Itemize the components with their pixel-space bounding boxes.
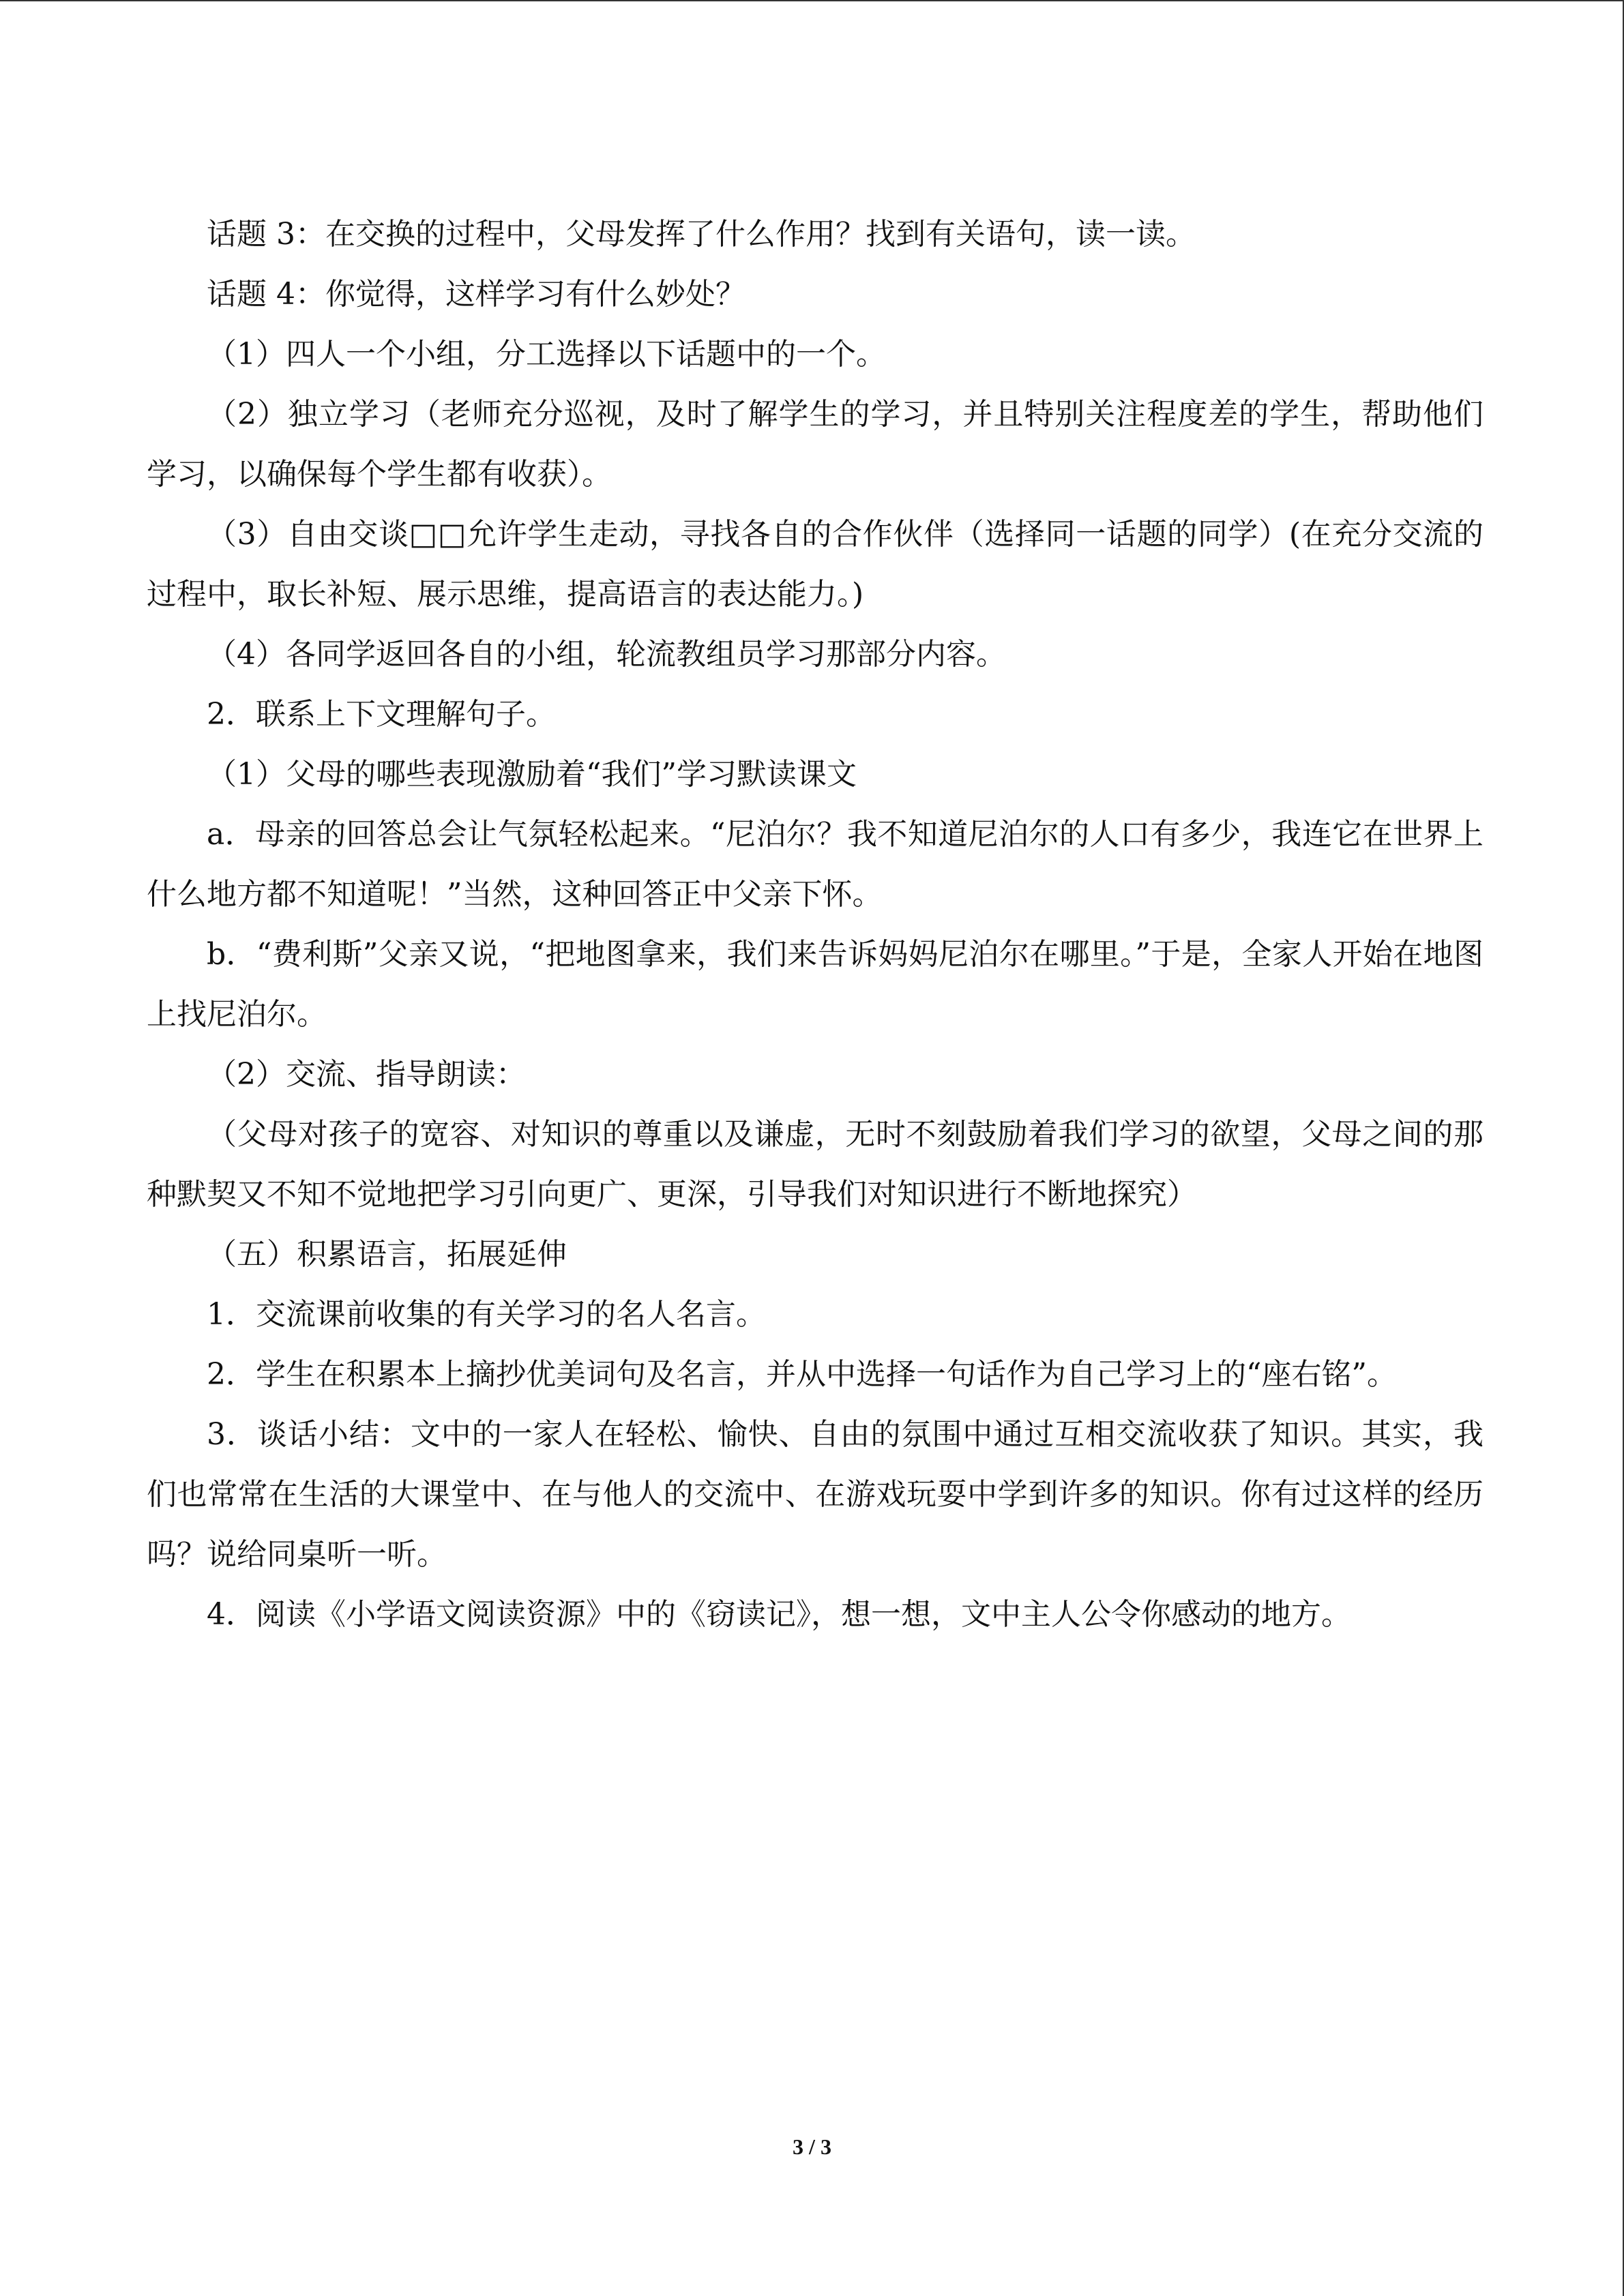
paragraph-step-1: （1）四人一个小组，分工选择以下话题中的一个。 <box>207 337 886 372</box>
page-number: 3 / 3 <box>793 2134 831 2159</box>
paragraph-topic-3: 话题 3：在交换的过程中，父母发挥了什么作用？找到有关语句，读一读。 <box>207 217 1196 252</box>
paragraph-question-2: （2）交流、指导朗读： <box>207 1057 526 1092</box>
paragraph-step-3: （3）自由交谈□□允许学生走动，寻找各自的合作伙伴（选择同一话题的同学）(在充分交流的过程中，取长补短、展示思维，提高语言的表达能力。) <box>147 517 1483 612</box>
paragraph-question-1: （1）父母的哪些表现激励着“我们”学习默读课文 <box>207 757 857 792</box>
paragraph-quote-a: a．母亲的回答总会让气氛轻松起来。“尼泊尔？我不知道尼泊尔的人口有多少，我连它在世界上什么地方都不知道呢！”当然，这种回答正中父亲下怀。 <box>147 817 1483 912</box>
paragraph-section-five: （五）积累语言，拓展延伸 <box>207 1237 567 1272</box>
paragraph-step-2: （2）独立学习（老师充分巡视，及时了解学生的学习，并且特别关注程度差的学生，帮助他们学习，以确保每个学生都有收获）。 <box>147 397 1483 492</box>
paragraph-item-4: 4．阅读《小学语文阅读资源》中的《窃读记》，想一想，文中主人公令你感动的地方。 <box>207 1597 1351 1632</box>
paragraph-step-4: （4）各同学返回各自的小组，轮流教组员学习那部分内容。 <box>207 637 1006 672</box>
paragraph-item-1: 1．交流课前收集的有关学习的名人名言。 <box>207 1297 766 1332</box>
paragraph-item-2: 2．学生在积累本上摘抄优美词句及名言，并从中选择一句话作为自己学习上的“座右铭”。 <box>207 1357 1397 1392</box>
paragraph-quote-b: b．“费利斯”父亲又说，“把地图拿来，我们来告诉妈妈尼泊尔在哪里。”于是，全家人开始在地图上找尼泊尔。 <box>147 937 1483 1032</box>
paragraph-summary-note: （父母对孩子的宽容、对知识的尊重以及谦虚，无时不刻鼓励着我们学习的欲望，父母之间的那种默契又不知不觉地把学习引向更广、更深，引导我们对知识进行不断地探究） <box>147 1117 1483 1212</box>
paragraph-topic-4: 话题 4：你觉得，这样学习有什么妙处？ <box>207 277 745 312</box>
paragraph-section-2: 2．联系上下文理解句子。 <box>207 697 556 732</box>
page-border-top <box>0 0 1624 1</box>
document-body <box>147 205 1483 1645</box>
paragraph-item-3: 3．谈话小结：文中的一家人在轻松、愉快、自由的氛围中通过互相交流收获了知识。其实，我们也常常在生活的大课堂中、在与他人的交流中、在游戏玩耍中学到许多的知识。你有过这样的经历吗？说给同桌听一听。 <box>147 1417 1483 1572</box>
